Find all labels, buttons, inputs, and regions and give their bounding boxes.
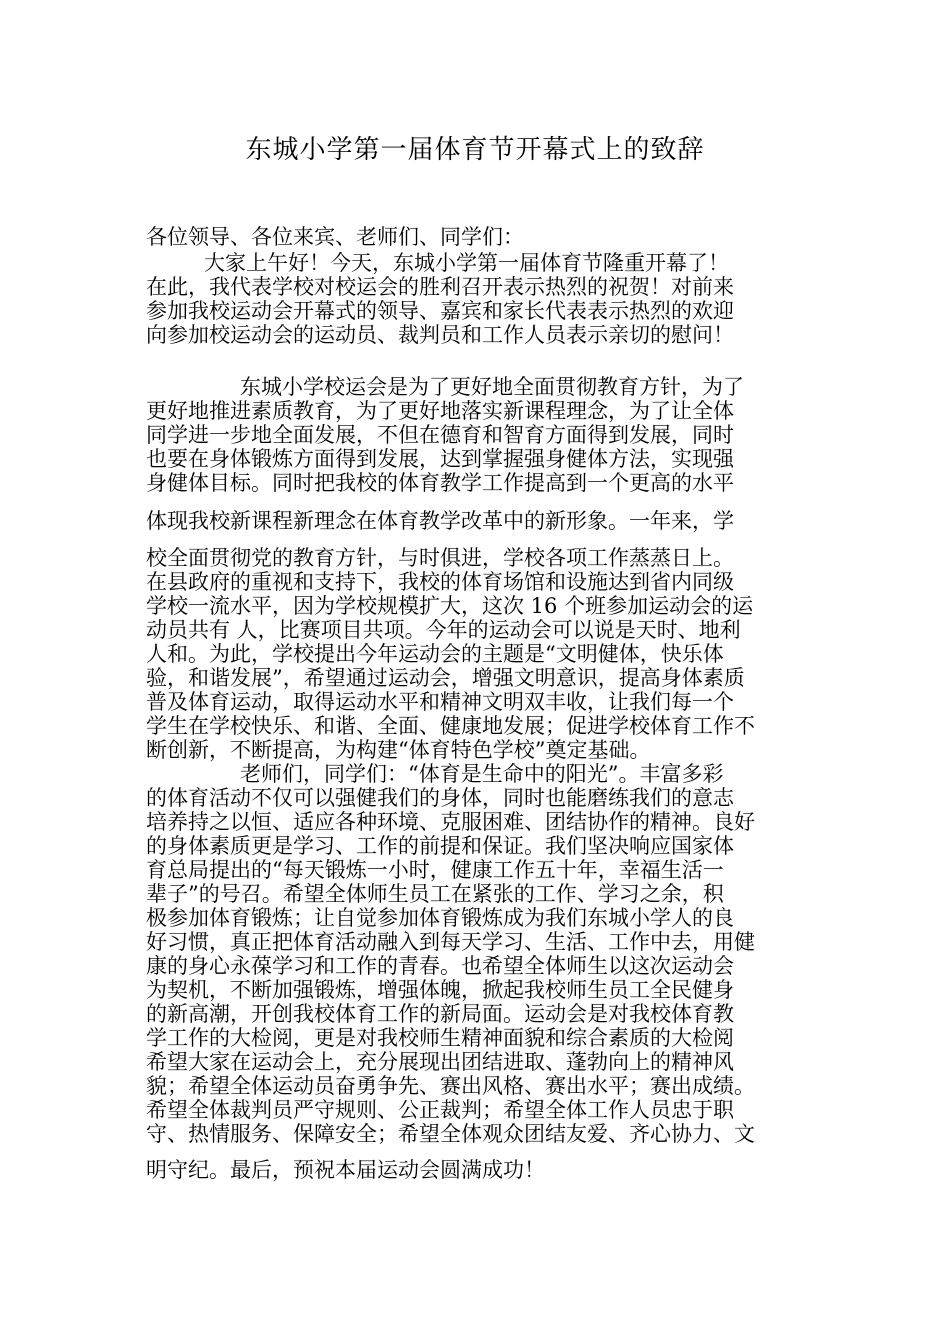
body-line: 更好地推进素质教育，为了更好地落实新课程理念，为了让全体 [146,399,734,423]
body-line: 身健体目标。同时把我校的体育教学工作提高到一个更高的水平 [146,471,734,495]
body-line: 希望大家在运动会上，充分展现出团结进取、蓬勃向上的精神风 [146,1050,734,1074]
body-line: 体现我校新课程新理念在体育教学改革中的新形象。一年来，学 [146,509,734,533]
body-line: 断创新，不断提高，为构建“体育特色学校”奠定基础。 [146,738,651,762]
body-line: 康的身心永葆学习和工作的青春。也希望全体师生以这次运动会 [146,954,734,978]
body-line: 向参加校运动会的运动员、裁判员和工作人员表示亲切的慰问！ [146,323,734,347]
body-line: 学校一流水平，因为学校规模扩大，这次 16 个班参加运动会的运 [146,594,754,618]
body-line: 人和。为此，学校提出今年运动会的主题是“文明健体，快乐体 [146,642,724,666]
body-line: 希望全体裁判员严守规则、公正裁判；希望全体工作人员忠于职 [146,1098,734,1122]
body-line: 貌；希望全体运动员奋勇争先、赛出风格、赛出水平；赛出成绩。 [146,1074,755,1098]
body-line: 大家上午好！今天，东城小学第一届体育节隆重开幕了！ [204,251,729,275]
body-line: 学生在学校快乐、和谐、全面、健康地发展；促进学校体育工作不 [146,714,755,738]
body-line: 明守纪。最后，预祝本届运动会圆满成功！ [146,1158,545,1182]
body-line: 的体育活动不仅可以强健我们的身体，同时也能磨练我们的意志 [146,786,734,810]
body-line: 东城小学校运会是为了更好地全面贯彻教育方针，为了 [240,375,744,399]
body-line: 校全面贯彻党的教育方针，与时俱进，学校各项工作蒸蒸日上。 [146,546,734,570]
salutation-line: 各位领导、各位来宾、老师们、同学们： [146,225,524,249]
body-line: 为契机，不断加强锻炼，增强体魄，掀起我校师生员工全民健身 [146,978,734,1002]
body-line: 好习惯，真正把体育活动融入到每天学习、生活、工作中去，用健 [146,930,755,954]
body-line: 同学进一步地全面发展，不但在德育和智育方面得到发展，同时 [146,423,734,447]
body-line: 守、热情服务、保障安全；希望全体观众团结友爱、齐心协力、文 [146,1122,755,1146]
body-line: 的新高潮，开创我校体育工作的新局面。运动会是对我校体育教 [146,1002,734,1026]
body-line: 极参加体育锻炼；让自觉参加体育锻炼成为我们东城小学人的良 [146,906,734,930]
body-line: 老师们，同学们：“体育是生命中的阳光”。丰富多彩 [240,762,724,786]
body-line: 动员共有 人，比赛项目共项。今年的运动会可以说是天时、地利 [146,618,741,642]
body-line: 培养持之以恒、适应各种环境、克服困难、团结协作的精神。良好 [146,810,755,834]
body-line: 的身体素质更是学习、工作的前提和保证。我们坚决响应国家体 [146,834,734,858]
body-line: 育总局提出的“每天锻炼一小时，健康工作五十年，幸福生活一 [146,858,724,882]
body-line: 参加我校运动会开幕式的领导、嘉宾和家长代表表示热烈的欢迎 [146,299,734,323]
body-line: 在此，我代表学校对校运会的胜利召开表示热烈的祝贺！对前来 [146,275,734,299]
document-title: 东城小学第一届体育节开幕式上的致辞 [245,135,705,165]
body-line: 普及体育运动，取得运动水平和精神文明双丰收，让我们每一个 [146,690,734,714]
body-line: 学工作的大检阅，更是对我校师生精神面貌和综合素质的大检阅 [146,1026,734,1050]
body-line: 验，和谐发展”，希望通过运动会，增强文明意识，提高身体素质 [146,666,745,690]
body-line: 在县政府的重视和支持下，我校的体育场馆和设施达到省内同级 [146,570,734,594]
body-line: 辈子”的号召。希望全体师生员工在紧张的工作、学习之余，积 [146,882,724,906]
body-line: 也要在身体锻炼方面得到发展，达到掌握强身健体方法，实现强 [146,447,734,471]
